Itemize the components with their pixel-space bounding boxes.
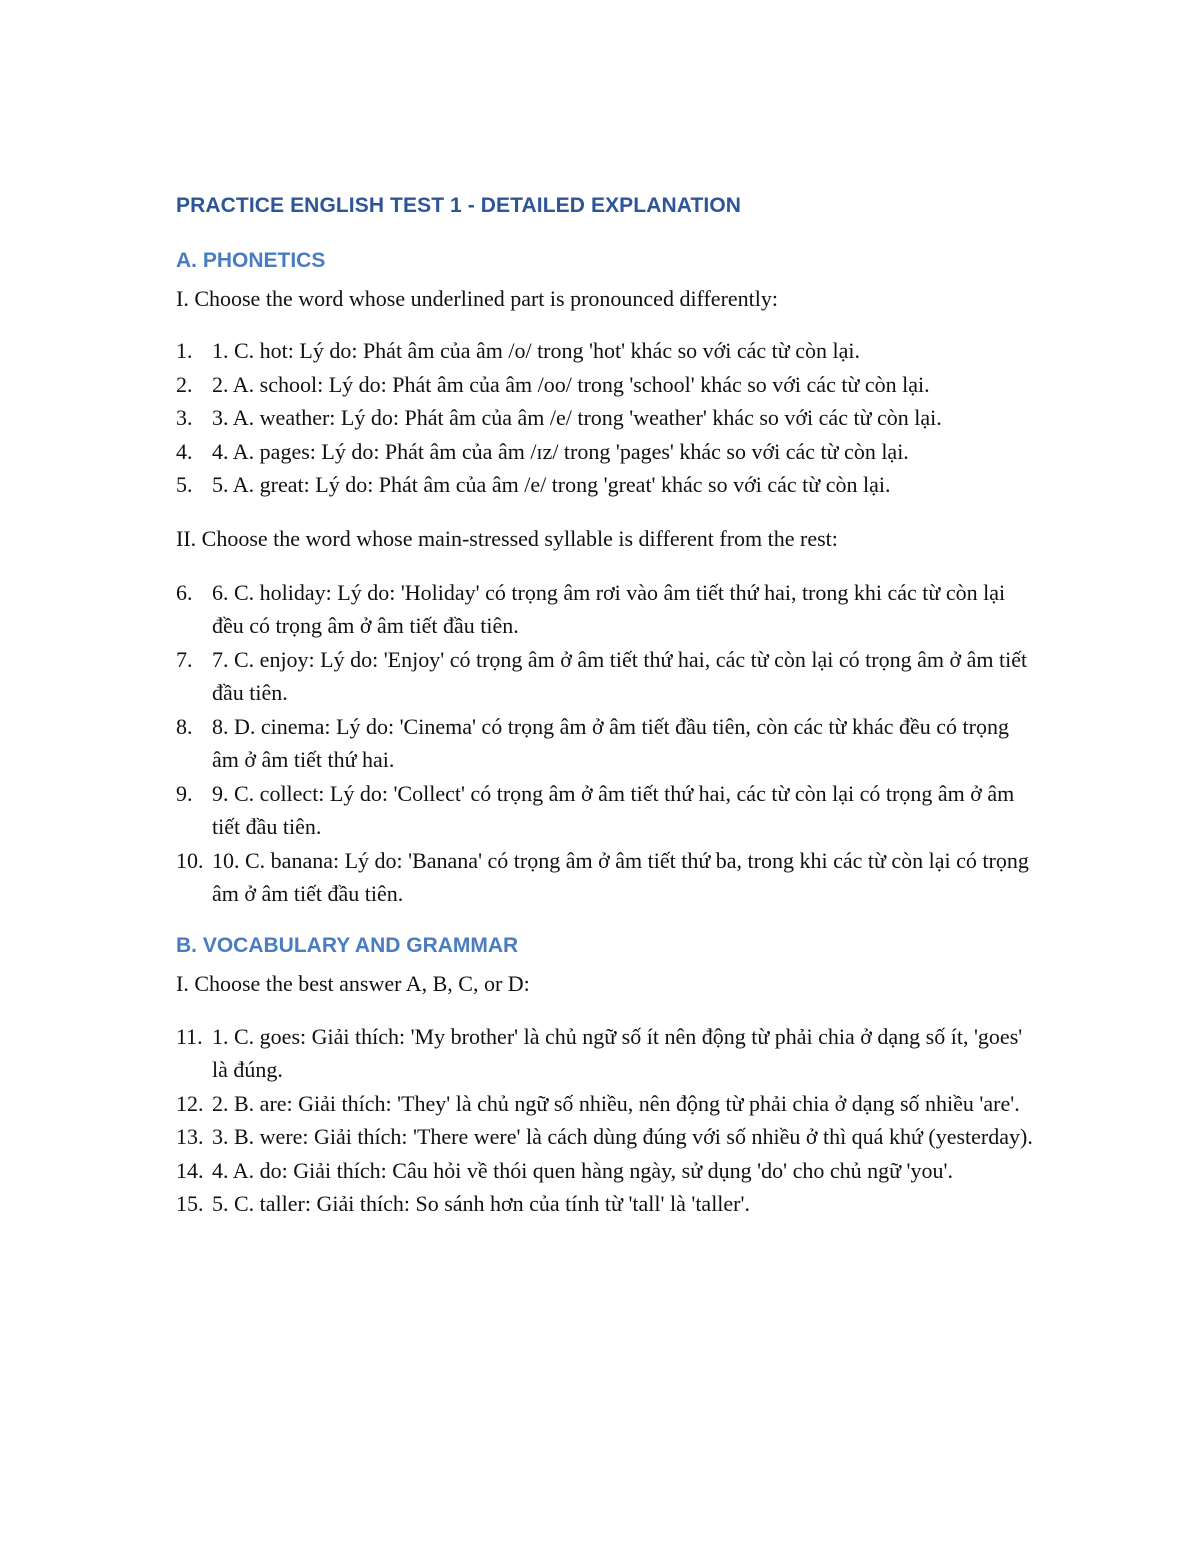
list-item: [176, 710, 1036, 777]
item-number: 4.: [176, 438, 193, 464]
item-text: 1. C. goes: Giải thích: 'My brother' là chủ ngữ số ít nên động từ phải chia ở dạng số ít, 'goes' là đúng.: [212, 1023, 1023, 1082]
item-number: 11.: [176, 1023, 203, 1049]
item-text: 4. A. pages: Lý do: Phát âm của âm /ɪz/ trong 'pages' khác so với các từ còn lại.: [212, 438, 909, 464]
item-number: 15.: [176, 1191, 204, 1216]
item-number: 2.: [176, 371, 193, 397]
item-text: 3. B. were: Giải thích: 'There were' là cách dùng đúng với số nhiều ở thì quá khứ (yesterday).: [212, 1124, 1033, 1149]
item-text: 8. D. cinema: Lý do: 'Cinema' có trọng âm ở âm tiết đầu tiên, còn các từ khác đều có trọng âm ở âm tiết thứ hai.: [212, 713, 1009, 772]
list-item: [176, 468, 1036, 502]
list-item: [176, 1020, 1036, 1087]
item-text: 3. A. weather: Lý do: Phát âm của âm /e/ trong 'weather' khác so với các từ còn lại.: [212, 405, 942, 430]
section-heading-vocabulary-grammar: B. VOCABULARY AND GRAMMAR: [176, 933, 519, 957]
list-item: [176, 401, 1036, 435]
item-number: 6.: [176, 579, 193, 605]
list-item: [176, 334, 1036, 368]
item-number: 1.: [176, 338, 193, 363]
instruction-stress: II. Choose the word whose main-stressed syllable is different from the rest:: [176, 525, 838, 551]
item-number: 8.: [176, 713, 193, 739]
answer-list-pronunciation: [176, 334, 1036, 502]
list-item: [176, 368, 1036, 402]
instruction-best-answer: I. Choose the best answer A, B, C, or D:: [176, 970, 530, 996]
answer-list-stress: [176, 576, 1036, 911]
list-item: [176, 435, 1036, 469]
document-page: [176, 190, 1036, 1221]
instruction-pronunciation: I. Choose the word whose underlined part is pronounced differently:: [176, 286, 779, 311]
item-text: 10. C. banana: Lý do: 'Banana' có trọng âm ở âm tiết thứ ba, trong khi các từ còn lại có trọng âm ở âm tiết đầu tiên.: [212, 847, 1029, 906]
item-text: 1. C. hot: Lý do: Phát âm của âm /o/ trong 'hot' khác so với các từ còn lại.: [212, 338, 860, 363]
item-number: 12.: [176, 1090, 204, 1116]
item-text: 4. A. do: Giải thích: Câu hỏi về thói quen hàng ngày, sử dụng 'do' cho chủ ngữ 'you'.: [212, 1157, 953, 1183]
list-item: [176, 777, 1036, 844]
item-number: 9.: [176, 780, 193, 806]
section-heading-phonetics: A. PHONETICS: [176, 249, 326, 272]
list-item: [176, 1154, 1036, 1188]
item-number: 7.: [176, 646, 193, 672]
list-item: [176, 1087, 1036, 1121]
item-text: 2. A. school: Lý do: Phát âm của âm /oo/ trong 'school' khác so với các từ còn lại.: [212, 371, 930, 397]
list-item: [176, 643, 1036, 710]
list-item: [176, 1187, 1036, 1221]
item-number: 10.: [176, 847, 204, 873]
item-text: 2. B. are: Giải thích: 'They' là chủ ngữ số nhiều, nên động từ phải chia ở dạng số nhiều 'are'.: [212, 1090, 1020, 1116]
list-item: [176, 576, 1036, 643]
item-number: 14.: [176, 1157, 204, 1183]
item-text: 5. A. great: Lý do: Phát âm của âm /e/ trong 'great' khác so với các từ còn lại.: [212, 472, 891, 497]
item-text: 9. C. collect: Lý do: 'Collect' có trọng âm ở âm tiết thứ hai, các từ còn lại có trọng âm ở âm tiết đầu tiên.: [212, 780, 1015, 839]
item-text: 6. C. holiday: Lý do: 'Holiday' có trọng âm rơi vào âm tiết thứ hai, trong khi các từ còn lại đều có trọng âm ở âm tiết đầu tiên.: [212, 579, 1006, 638]
item-number: 5.: [176, 472, 193, 497]
document-title: PRACTICE ENGLISH TEST 1 - DETAILED EXPLANATION: [176, 194, 742, 217]
list-item: [176, 844, 1036, 911]
item-number: 3.: [176, 405, 193, 430]
list-item: [176, 1120, 1036, 1154]
answer-list-grammar: [176, 1020, 1036, 1221]
item-text: 5. C. taller: Giải thích: So sánh hơn của tính từ 'tall' là 'taller'.: [212, 1191, 750, 1216]
item-number: 13.: [176, 1124, 204, 1149]
item-text: 7. C. enjoy: Lý do: 'Enjoy' có trọng âm ở âm tiết thứ hai, các từ còn lại có trọng âm ở âm tiết đầu tiên.: [212, 646, 1028, 705]
